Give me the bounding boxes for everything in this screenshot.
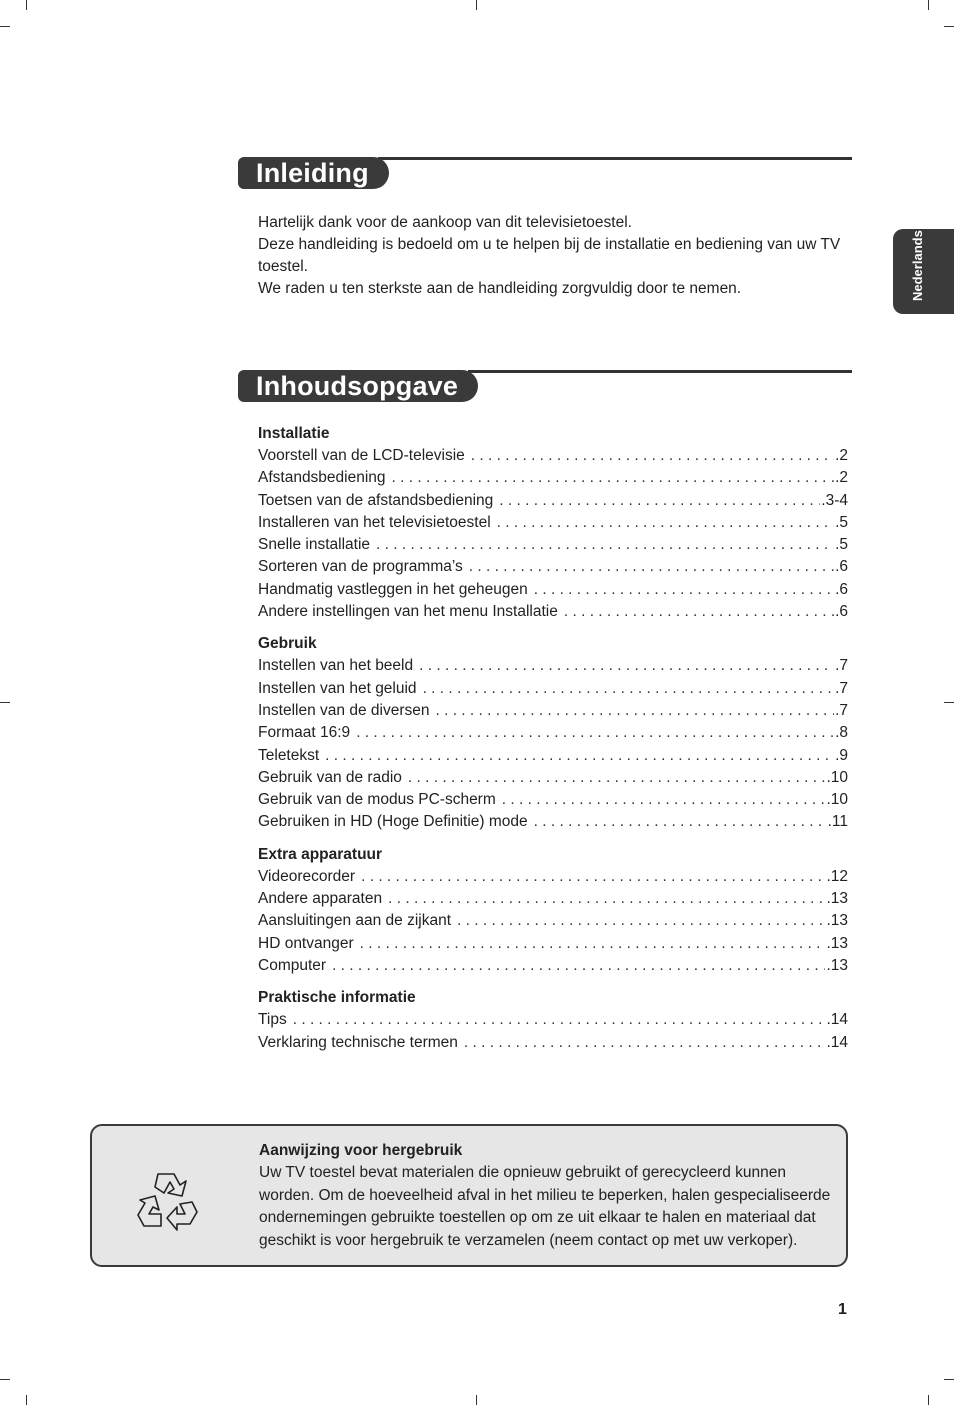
table-of-contents (258, 423, 848, 1064)
toc-entry-page: .9 (835, 746, 848, 764)
toc-entry (258, 467, 848, 489)
dot-leader (435, 700, 834, 722)
toc-entry-label: Aansluitingen aan de zijkant (258, 912, 452, 930)
toc-entry-label: HD ontvanger (258, 934, 354, 952)
toc-section-header (238, 370, 852, 406)
crop-mark (0, 26, 10, 27)
toc-entry-label: Gebruik van de modus PC-scherm (258, 791, 496, 809)
toc-entry (258, 722, 848, 744)
toc-entry-label: Sorteren van de programma’s (258, 558, 463, 576)
toc-entry-page: .13 (826, 934, 848, 952)
crop-mark (944, 26, 954, 27)
toc-entry-page: .5 (835, 513, 848, 531)
toc-entry-page: .2 (835, 469, 848, 487)
recycling-notice-heading: Aanwijzing voor hergebruik (259, 1142, 463, 1159)
crop-mark (944, 702, 954, 703)
intro-section-header (238, 157, 852, 193)
toc-entry (258, 910, 848, 932)
toc-entry (258, 811, 848, 833)
crop-mark (476, 1395, 477, 1405)
intro-title: Inleiding (238, 157, 389, 189)
toc-entry-label: Toetsen van de afstandsbediening (258, 491, 494, 509)
toc-entry-page: .5 (835, 536, 848, 554)
toc-entry (258, 700, 848, 722)
toc-entry-label: Snelle installatie (258, 536, 371, 554)
toc-entry (258, 767, 848, 789)
crop-mark (0, 702, 10, 703)
crop-mark (928, 1395, 929, 1405)
toc-entry-page: .7 (835, 679, 848, 697)
intro-line: Deze handleiding is bedoeld om u te helpen bij de installatie en bediening van uw TV toestel. (258, 236, 841, 275)
dot-leader (360, 933, 826, 955)
dot-leader (361, 866, 825, 888)
toc-group (258, 987, 848, 1054)
toc-entry-page: .6 (835, 580, 848, 598)
dot-leader (423, 678, 835, 700)
toc-entry-page: .12 (826, 867, 848, 885)
toc-entry (258, 933, 848, 955)
toc-entry (258, 789, 848, 811)
toc-group-heading: Praktische informatie (258, 989, 416, 1007)
crop-mark (928, 0, 929, 10)
toc-group (258, 844, 848, 977)
toc-entry-label: Handmatig vastleggen in het geheugen (258, 580, 528, 598)
toc-entry-label: Gebruik van de radio (258, 768, 402, 786)
toc-entry-page: .14 (826, 1033, 848, 1051)
dot-leader (376, 534, 834, 556)
crop-mark (476, 0, 477, 10)
toc-entry (258, 1009, 848, 1031)
dot-leader (564, 601, 834, 623)
language-tab (893, 229, 954, 314)
toc-entry (258, 556, 848, 578)
toc-entry (258, 745, 848, 767)
toc-entry-page: .8 (835, 724, 848, 742)
intro-line: Hartelijk dank voor de aankoop van dit televisietoestel. (258, 214, 632, 231)
dot-leader (392, 467, 835, 489)
recycling-notice-body: Uw TV toestel bevat materialen die opnieuw gebruikt of gerecycleerd kunnen worden. Om de hoeveelheid afval in het milieu te beperken, halen gespecialiseerde ondernemingen gebruikte toestellen op om ze uit elkaar te halen en materiaal dat geschikt is voor hergebruik te verzamelen (neem contact op met uw verkoper). (259, 1164, 831, 1249)
crop-mark (26, 1395, 27, 1405)
toc-entry (258, 490, 848, 512)
toc-entry-label: Afstandsbediening (258, 469, 386, 487)
toc-entry-label: Videorecorder (258, 867, 356, 885)
crop-mark (944, 1379, 954, 1380)
toc-entry-page: .13 (826, 956, 848, 974)
toc-entry-label: Teletekst (258, 746, 320, 764)
toc-entry-label: Instellen van de diversen (258, 701, 430, 719)
toc-entry-page: .3-4 (821, 491, 848, 509)
toc-entry-page: .13 (826, 912, 848, 930)
toc-entry-page: .11 (827, 813, 848, 831)
toc-entry-label: Andere instellingen van het menu Installatie (258, 603, 558, 621)
toc-entry (258, 655, 848, 677)
toc-entry-page: .6 (835, 558, 848, 576)
toc-entry-label: Instellen van het geluid (258, 679, 417, 697)
dot-leader (388, 888, 825, 910)
toc-entry (258, 601, 848, 623)
dot-leader (408, 767, 826, 789)
toc-entry-page: .7 (835, 701, 848, 719)
toc-group (258, 633, 848, 833)
toc-entry (258, 1032, 848, 1054)
toc-entry-label: Formaat 16:9 (258, 724, 351, 742)
dot-leader (499, 490, 820, 512)
toc-entry-page: .10 (826, 768, 848, 786)
dot-leader (325, 745, 834, 767)
toc-title: Inhoudsopgave (238, 370, 478, 402)
crop-mark (0, 1379, 10, 1380)
toc-entry (258, 512, 848, 534)
recycling-notice-text (259, 1140, 839, 1252)
intro-text (258, 212, 850, 300)
dot-leader (293, 1009, 826, 1031)
toc-entry (258, 534, 848, 556)
toc-entry-label: Verklaring technische termen (258, 1033, 458, 1051)
page-number: 1 (838, 1301, 847, 1318)
dot-leader (497, 512, 834, 534)
toc-entry-label: Tips (258, 1011, 287, 1029)
toc-entry (258, 678, 848, 700)
intro-line: We raden u ten sterkste aan de handleiding zorgvuldig door te nemen. (258, 280, 742, 297)
toc-entry (258, 866, 848, 888)
dot-leader (471, 445, 834, 467)
dot-leader (419, 655, 834, 677)
toc-entry-label: Computer (258, 956, 327, 974)
toc-entry (258, 579, 848, 601)
section-rule (468, 370, 852, 373)
toc-entry-label: Instellen van het beeld (258, 657, 414, 675)
dot-leader (457, 910, 825, 932)
toc-entry (258, 888, 848, 910)
toc-group-heading: Extra apparatuur (258, 845, 383, 863)
crop-mark (26, 0, 27, 10)
recycle-icon (134, 1166, 202, 1234)
dot-leader (356, 722, 834, 744)
toc-group-heading: Installatie (258, 425, 330, 442)
toc-entry-label: Installeren van het televisietoestel (258, 513, 491, 531)
toc-entry (258, 955, 848, 977)
dot-leader (534, 579, 834, 601)
toc-entry-label: Gebruiken in HD (Hoge Definitie) mode (258, 813, 528, 831)
toc-entry-page: .2 (835, 447, 848, 464)
dot-leader (502, 789, 826, 811)
toc-entry-page: .6 (835, 603, 848, 621)
toc-entry-page: .7 (835, 657, 848, 675)
toc-group-heading: Gebruik (258, 635, 317, 653)
toc-entry-label: Andere apparaten (258, 890, 383, 908)
dot-leader (332, 955, 825, 977)
section-rule (378, 157, 852, 160)
dot-leader (464, 1032, 826, 1054)
dot-leader (469, 556, 834, 578)
toc-entry-page: .14 (826, 1011, 848, 1029)
toc-entry-label: Voorstell van de LCD-televisie (258, 447, 465, 464)
toc-entry (258, 445, 848, 467)
recycling-notice (90, 1124, 848, 1267)
dot-leader (534, 811, 827, 833)
toc-entry-page: .13 (826, 890, 848, 908)
toc-group (258, 423, 848, 623)
language-tab-label: Nederlands (910, 230, 925, 301)
toc-entry-page: .10 (826, 791, 848, 809)
